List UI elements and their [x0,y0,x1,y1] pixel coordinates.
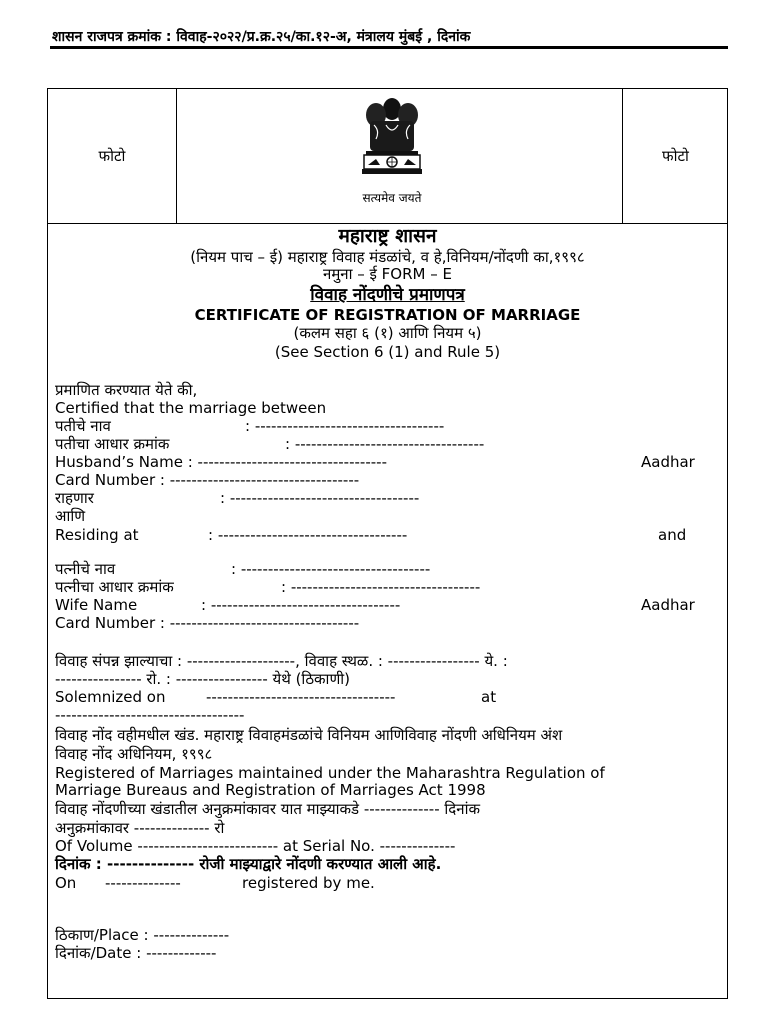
government-title: महाराष्ट्र शासन [338,225,437,247]
wife-card-number: Card Number : ----------------------------------- [55,614,360,632]
wife-aadhar-field-mr: : ----------------------------------- [281,578,481,596]
volume-line-en: Of Volume -------------------------- at Serial No. -------------- [55,837,456,855]
certified-english: Certified that the marriage between [55,399,327,417]
wife-name-field-en: : ----------------------------------- [201,596,401,614]
at-word: at [481,688,497,706]
section-reference-marathi: (कलम सहा ६ (१) आणि नियम ५) [293,324,482,342]
husband-name-english: Husband’s Name : ----------------------------------- [55,453,387,471]
register-line-1-en: Registered of Marriages maintained under the Maharashtra Regulation of [55,764,605,782]
residing-field-en: : ----------------------------------- [208,526,408,544]
emblem-motto: सत्यमेव जयते [362,191,422,205]
photo-box-right [622,89,728,223]
solemnized-line-1-mr: विवाह संपन्न झाल्याचा : --------------------, विवाह स्थळ. : ----------------- ये. : [55,652,508,670]
volume-line-1-mr: विवाह नोंदणीच्या खंडातील अनुक्रमांकावर यात माझ्याकडे -------------- दिनांक [55,800,480,818]
gazette-header: शासन राजपत्र क्रमांक : विवाह-२०२२/प्र.क्र.२५/का.१२-अ, मंत्रालय मुंबई , दिनांक [52,29,471,45]
photo-box-left [48,89,177,223]
wife-name-label-en: Wife Name [55,596,138,614]
top-row [48,89,727,224]
wife-aadhar-label-mr: पत्नीचा आधार क्रमांक [55,578,174,596]
certified-marathi: प्रमाणित करण्यात येते की, [55,381,198,399]
on-date-field: -------------- [105,874,181,892]
aadhar-label-husband: Aadhar [641,453,695,471]
certificate-title-english: CERTIFICATE OF REGISTRATION OF MARRIAGE [194,306,581,324]
solemnized-line-2-mr: ---------------- रो. : ----------------- येथे (ठिकाणी) [55,670,351,688]
residing-field-mr: : ----------------------------------- [220,489,420,507]
solemnized-place-field: ----------------------------------- [55,706,245,724]
husband-card-number: Card Number : ----------------------------------- [55,471,360,489]
date-field: दिनांक/Date : ------------- [55,944,217,962]
aadhar-label-wife: Aadhar [641,596,695,614]
photo-label-left: फोटो [98,147,126,165]
solemnized-date-field: ----------------------------------- [206,688,396,706]
register-line-1-mr: विवाह नोंद वहीमधील खंड. महाराष्ट्र विवाहमंडळांचे विनियम आणिविवाह नोंदणी अधिनियम अंश [55,726,563,744]
husband-name-label-mr: पतीचे नाव [55,417,111,435]
form-label: नमुना – ई FORM – E [323,265,452,283]
and-word: and [658,526,687,544]
on-word: On [55,874,77,892]
residing-label-mr: राहणार [55,489,94,507]
wife-name-label-mr: पत्नीचे नाव [55,560,116,578]
wife-name-field-mr: : ----------------------------------- [231,560,431,578]
photo-label-right: फोटो [662,147,689,165]
registered-date-mr: दिनांक : -------------- रोजी माझ्याद्वारे नोंदणी करण्यात आली आहे. [55,855,442,873]
residing-label-en: Residing at [55,526,139,544]
section-reference-english: (See Section 6 (1) and Rule 5) [274,343,501,361]
register-line-2-mr: विवाह नोंद अधिनियम, १९९८ [55,745,213,763]
rule-subtitle: (नियम पाच – ई) महाराष्ट्र विवाह मंडळांचे, व हे,विनियम/नोंदणी का,१९९८ [190,248,585,266]
ashoka-emblem-icon [356,95,428,187]
solemnized-label-en: Solemnized on [55,688,166,706]
header-rule [50,46,728,49]
husband-name-field-mr: : ----------------------------------- [245,417,445,435]
residing-and-mr: आणि [55,507,86,525]
volume-line-2-mr: अनुक्रमांकावर -------------- रो [55,819,225,837]
husband-aadhar-label-mr: पतीचा आधार क्रमांक [55,435,170,453]
husband-aadhar-field-mr: : ----------------------------------- [285,435,485,453]
certificate-title-marathi: विवाह नोंदणीचे प्रमाणपत्र [310,285,465,305]
place-field: ठिकाण/Place : -------------- [55,926,230,944]
registered-by-me: registered by me. [242,874,375,892]
certificate-frame [47,88,728,999]
register-line-2-en: Marriage Bureaus and Registration of Marriages Act 1998 [55,781,486,799]
